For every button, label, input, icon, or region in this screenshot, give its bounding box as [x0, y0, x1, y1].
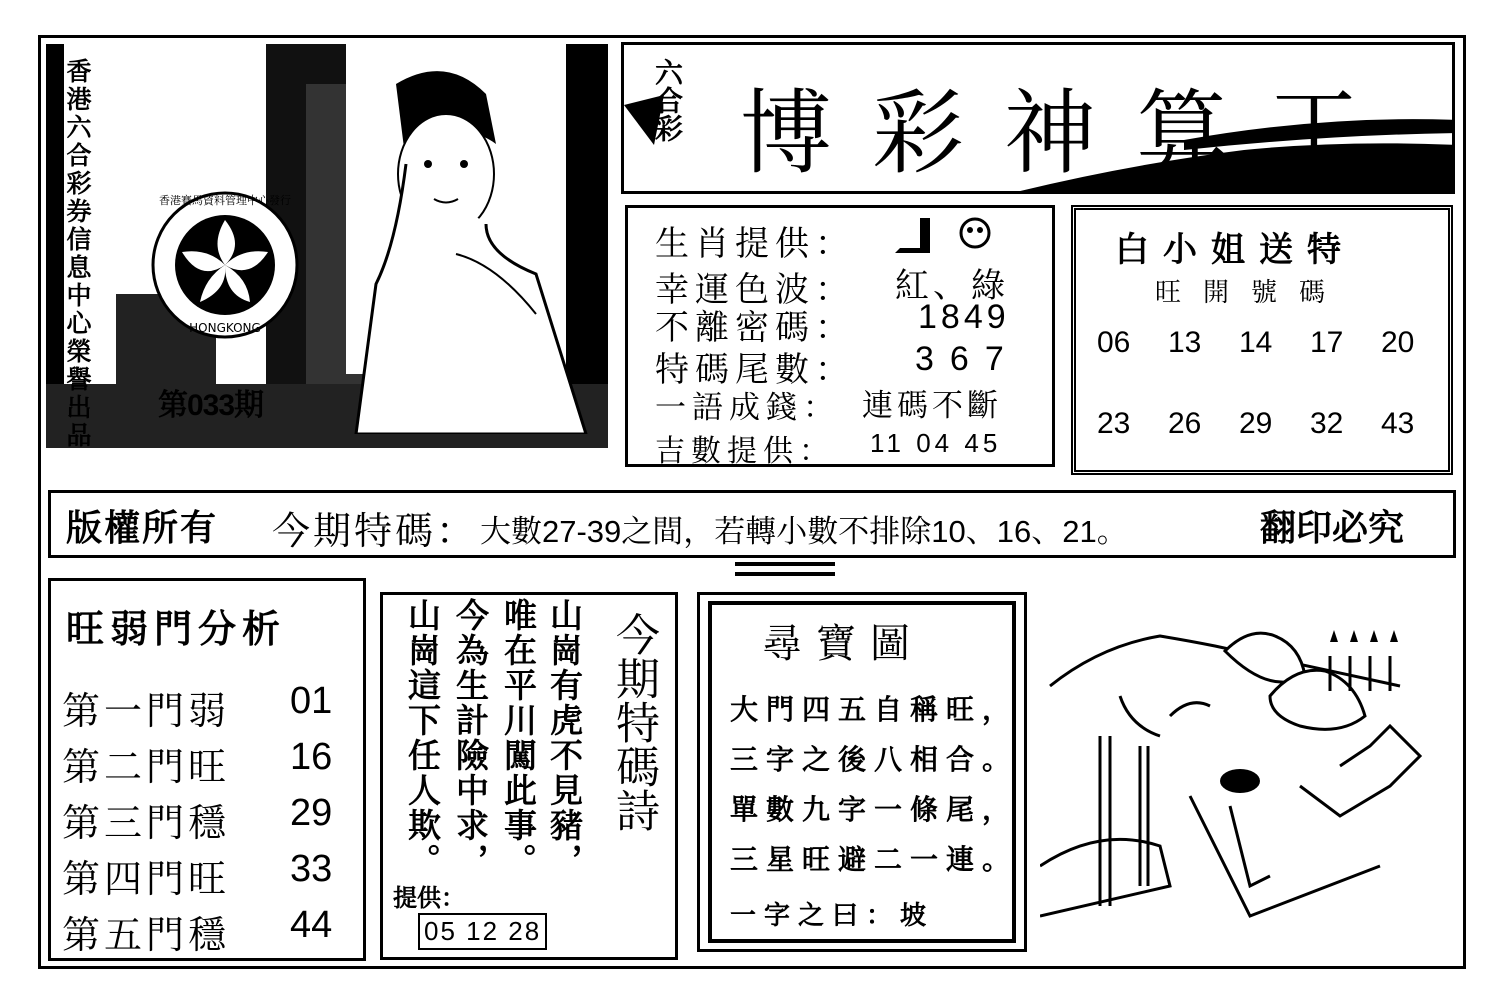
bai-number: 14: [1239, 326, 1273, 359]
bai-number: 29: [1239, 407, 1273, 440]
door-row-label: 第一門弱: [62, 689, 231, 733]
bai-number: 20: [1381, 326, 1415, 359]
poem-line: 山崗這下任人欺。: [403, 598, 442, 878]
poem-line: 今為生計險中求，: [451, 598, 490, 878]
bai-number: 17: [1310, 326, 1344, 359]
poem-line: 唯在平川闖此事。: [499, 598, 538, 878]
door-row-num: 01: [290, 680, 333, 722]
bai-number: 13: [1168, 326, 1202, 359]
door-row-label: 第三門穩: [62, 801, 231, 845]
treasure-line: 三星旺避二一連。: [730, 843, 1019, 876]
issuer-text: 香港六合彩券信息中心榮譽出品: [63, 58, 92, 450]
bai-number: 32: [1310, 407, 1344, 440]
treasure-line: 單數九字一條尾，: [730, 793, 1019, 826]
poem-vertical-title: 今期特碼詩: [608, 612, 659, 832]
tail-label: 特碼尾數：: [655, 350, 855, 390]
lucky-label: 吉數提供：: [655, 434, 835, 469]
provide-label: 提供：: [393, 884, 465, 912]
treasure-title: 尋寶圖: [762, 621, 924, 667]
title-sub: 六合彩: [651, 58, 684, 142]
color-label: 幸運色波：: [655, 270, 855, 310]
treasure-line: 三字之後八相合。: [730, 743, 1019, 776]
secret-label: 不離密碼：: [655, 308, 855, 348]
lucky-value: 11 04 45: [870, 428, 1002, 458]
tail-value: 367: [915, 340, 1020, 378]
seal-text: 香港賽馬資料管理中心發行: [159, 194, 291, 207]
door-row-label: 第二門旺: [62, 745, 231, 789]
copyright-label: 版權所有: [66, 508, 219, 549]
door-row-num: 44: [290, 904, 333, 946]
door-row-num: 16: [290, 736, 333, 778]
bai-title: 白小姐送特: [1115, 230, 1355, 270]
treasure-line: 一字之曰：坡: [730, 901, 935, 931]
door-row-label: 第五門穩: [62, 913, 231, 957]
provide-value: 05 12 28: [418, 913, 547, 950]
divider: [735, 572, 835, 576]
bai-subtitle: 旺開號碼: [1155, 278, 1348, 308]
hongkong-seal-icon: [150, 190, 300, 340]
color-value: 紅、綠: [895, 266, 1009, 306]
photo-panel: [46, 44, 608, 448]
door-title: 旺弱門分析: [66, 606, 287, 651]
bai-number: 06: [1097, 326, 1131, 359]
bai-number: 23: [1097, 407, 1131, 440]
reprint-label: 翻印必究: [1260, 508, 1405, 549]
divider: [735, 562, 835, 566]
phrase-value: 連碼不斷: [862, 388, 1002, 424]
phrase-label: 一語成錢：: [655, 390, 840, 426]
seal-sub: HONGKONG: [189, 321, 261, 335]
landscape-drawing: [1040, 586, 1460, 962]
door-row-num: 29: [290, 792, 333, 834]
door-row-label: 第四門旺: [62, 857, 231, 901]
banner-text: 大數27-39之間，若轉小數不排除10、16、21。: [480, 514, 1128, 549]
bai-number: 26: [1168, 407, 1202, 440]
title-main: 博彩神算王: [740, 80, 1401, 187]
door-row-num: 33: [290, 848, 333, 890]
banner-label: 今期特碼：: [272, 509, 478, 553]
zodiac-icon: [880, 208, 1000, 258]
treasure-line: 大門四五自稱旺，: [730, 693, 1019, 726]
issue-number: 第033期: [158, 389, 264, 422]
woman-illustration: [336, 54, 596, 434]
poem-line: 山崗有虎不見豬，: [545, 598, 584, 878]
secret-value: 1849: [918, 298, 1010, 336]
zodiac-label: 生肖提供：: [655, 224, 855, 264]
bai-number: 43: [1381, 407, 1415, 440]
